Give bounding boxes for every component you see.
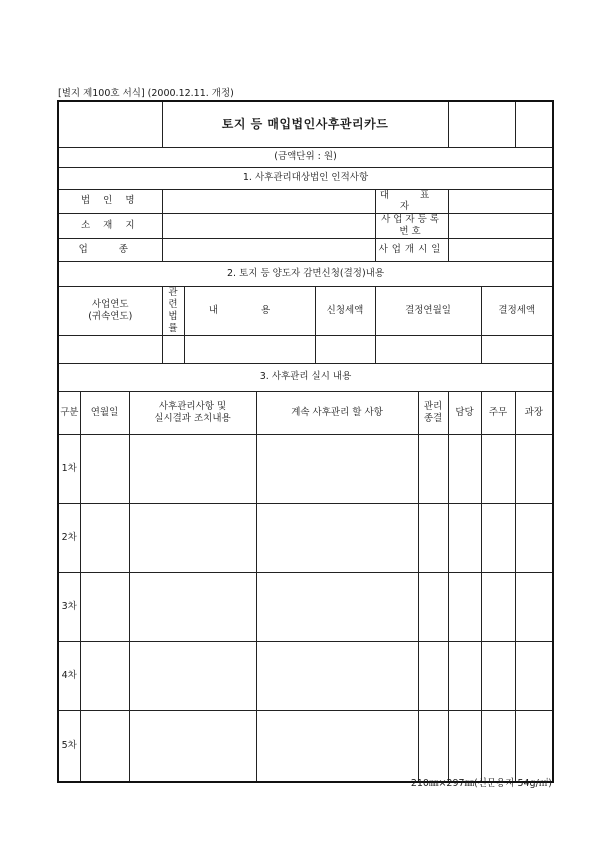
management-card-form <box>57 100 554 783</box>
round-label: 3차 <box>58 572 80 641</box>
date-field[interactable] <box>80 503 129 572</box>
biz-reg-no-field[interactable] <box>448 214 553 239</box>
staff-field[interactable] <box>448 572 481 641</box>
biz-reg-no-label: 사업자등록번호 <box>375 214 448 239</box>
items-field[interactable] <box>129 641 256 710</box>
table-row <box>58 572 553 641</box>
corp-name-field[interactable] <box>162 189 375 214</box>
manager-field[interactable] <box>515 641 553 710</box>
biz-start-date-label: 사업개시일 <box>375 239 448 262</box>
chief-field[interactable] <box>481 503 515 572</box>
manager-field[interactable] <box>515 503 553 572</box>
claim-amount-field[interactable] <box>315 335 375 363</box>
form-number-caption: [별지 제100호 서식] (2000.12.11. 개정) <box>58 88 234 99</box>
col-staff-header: 담당 <box>448 391 481 434</box>
col-year-header <box>58 287 162 336</box>
section1-heading: 1. 사후관리대상법인 인적사항 <box>58 167 553 189</box>
col-claim-amount-header: 신청세액 <box>315 287 375 336</box>
col-round-header: 구분 <box>58 391 80 434</box>
paper-spec-footer: 210㎜×297㎜(신문용지 54g/㎡) <box>410 778 552 789</box>
date-field[interactable] <box>80 434 129 503</box>
close-field[interactable] <box>418 710 448 782</box>
section2-heading: 2. 토지 등 양도자 감면신청(결정)내용 <box>58 262 553 287</box>
col-chief-header: 주무 <box>481 391 515 434</box>
staff-field[interactable] <box>448 641 481 710</box>
chief-field[interactable] <box>481 572 515 641</box>
items-field[interactable] <box>129 710 256 782</box>
amount-unit-note: (금액단위 : 원) <box>58 147 553 167</box>
continue-field[interactable] <box>256 503 418 572</box>
year-field[interactable] <box>58 335 162 363</box>
close-field[interactable] <box>418 572 448 641</box>
col-close-header <box>418 391 448 434</box>
date-field[interactable] <box>80 710 129 782</box>
round-label: 4차 <box>58 641 80 710</box>
manager-field[interactable] <box>515 710 553 782</box>
continue-field[interactable] <box>256 434 418 503</box>
representative-label: 대 표 자 <box>375 189 448 214</box>
col-items-line2: 실시결과 조치내용 <box>154 412 231 424</box>
continue-field[interactable] <box>256 572 418 641</box>
industry-field[interactable] <box>162 239 375 262</box>
section3-heading: 3. 사후관리 실시 내용 <box>58 363 553 391</box>
table-row <box>58 641 553 710</box>
col-law-line2: 법률 <box>168 310 178 334</box>
col-decision-date-header: 결정연월일 <box>375 287 481 336</box>
col-continue-header: 계속 사후관리 할 사항 <box>256 391 418 434</box>
col-date-header: 연월일 <box>80 391 129 434</box>
close-field[interactable] <box>418 503 448 572</box>
col-year-line2: (귀속연도) <box>88 310 133 322</box>
continue-field[interactable] <box>256 641 418 710</box>
address-field[interactable] <box>162 214 375 239</box>
table-row <box>58 710 553 782</box>
date-field[interactable] <box>80 572 129 641</box>
items-field[interactable] <box>129 503 256 572</box>
address-label: 소 재 지 <box>58 214 162 239</box>
manager-field[interactable] <box>515 572 553 641</box>
biz-start-date-field[interactable] <box>448 239 553 262</box>
chief-field[interactable] <box>481 710 515 782</box>
title-left-blank <box>58 101 162 147</box>
table-row <box>58 503 553 572</box>
col-content-header: 내 용 <box>184 287 315 336</box>
decision-date-field[interactable] <box>375 335 481 363</box>
col-law-header <box>162 287 184 336</box>
table-row <box>58 434 553 503</box>
col-law-line1: 관련 <box>168 287 178 310</box>
items-field[interactable] <box>129 434 256 503</box>
manager-field[interactable] <box>515 434 553 503</box>
col-close-line2: 종결 <box>423 412 443 424</box>
title-corner-blank <box>515 101 553 147</box>
corp-name-label: 법 인 명 <box>58 189 162 214</box>
title-right-blank <box>448 101 515 147</box>
round-label: 1차 <box>58 434 80 503</box>
close-field[interactable] <box>418 641 448 710</box>
close-field[interactable] <box>418 434 448 503</box>
col-decision-amount-header: 결정세액 <box>481 287 553 336</box>
staff-field[interactable] <box>448 710 481 782</box>
staff-field[interactable] <box>448 434 481 503</box>
industry-label: 업 종 <box>58 239 162 262</box>
col-items-line1: 사후관리사항 및 <box>158 400 227 412</box>
round-label: 2차 <box>58 503 80 572</box>
chief-field[interactable] <box>481 641 515 710</box>
items-field[interactable] <box>129 572 256 641</box>
continue-field[interactable] <box>256 710 418 782</box>
date-field[interactable] <box>80 641 129 710</box>
staff-field[interactable] <box>448 503 481 572</box>
col-manager-header: 과장 <box>515 391 553 434</box>
col-year-line1: 사업연도 <box>91 298 129 310</box>
law-field[interactable] <box>162 335 184 363</box>
round-label: 5차 <box>58 710 80 782</box>
representative-field[interactable] <box>448 189 553 214</box>
content-field[interactable] <box>184 335 315 363</box>
form-title: 토지 등 매입법인사후관리카드 <box>162 101 448 147</box>
decision-amount-field[interactable] <box>481 335 553 363</box>
col-items-header <box>129 391 256 434</box>
chief-field[interactable] <box>481 434 515 503</box>
col-close-line1: 관리 <box>423 400 443 412</box>
